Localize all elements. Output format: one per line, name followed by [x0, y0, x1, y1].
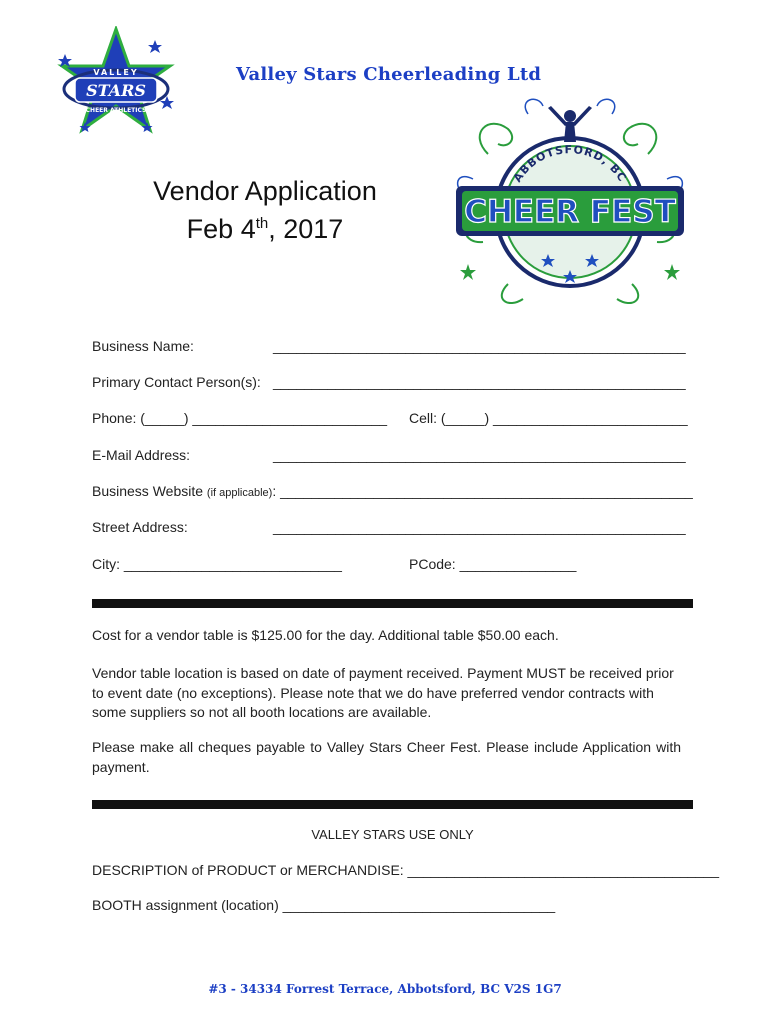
cheques-text: Please make all cheques payable to Valley Stars Cheer Fest. Please include Application with payment.	[92, 739, 681, 775]
email-field[interactable]: _____________________________________________________	[273, 447, 686, 463]
cost-text: Cost for a vendor table is $125.00 for the day. Additional table $50.00 each.	[92, 627, 559, 643]
business-name-field[interactable]: _____________________________________________________	[273, 338, 686, 354]
organization-name: Valley Stars Cheerleading Ltd	[236, 64, 542, 85]
location-policy-text: Vendor table location is based on date of payment received. Payment MUST be received prior to event date (no exceptions). Please note that we do have preferred vendor contracts with some suppliers so not all booth locations are available.	[92, 665, 674, 720]
website-label: Business Website	[92, 483, 207, 499]
primary-contact-field[interactable]: _____________________________________________________	[273, 374, 686, 390]
product-description-field[interactable]: DESCRIPTION of PRODUCT or MERCHANDISE: ________________________________________	[92, 862, 720, 878]
primary-contact-label: Primary Contact Person(s):	[92, 374, 261, 390]
city-field[interactable]: City: ____________________________	[92, 556, 342, 572]
logo-brand-text: VALLEY	[93, 68, 139, 77]
street-address-field[interactable]: _____________________________________________________	[273, 519, 686, 535]
postal-code-field[interactable]: PCode: _______________	[409, 556, 577, 572]
footer-address: #3 - 34334 Forrest Terrace, Abbotsford, BC V2S 1G7	[208, 982, 562, 996]
page-title: Vendor Application	[153, 176, 377, 206]
event-banner-text: CHEER FEST	[464, 194, 676, 230]
cheer-fest-logo	[448, 94, 692, 312]
section-divider	[92, 599, 693, 608]
email-label: E-Mail Address:	[92, 447, 191, 463]
event-date	[100, 214, 430, 245]
valley-stars-logo	[55, 26, 177, 138]
website-line[interactable]: : _____________________________________________________	[272, 483, 693, 499]
event-date-suffix: th	[255, 215, 269, 232]
website-note: (if applicable)	[206, 487, 273, 499]
cell-field[interactable]: Cell: (_____) _________________________	[409, 410, 688, 426]
street-address-label: Street Address:	[92, 519, 188, 535]
office-use-heading: VALLEY STARS USE ONLY	[311, 827, 474, 842]
event-date-year: , 2017	[268, 214, 344, 244]
event-date-day: Feb 4	[186, 214, 256, 244]
logo-tagline-text: CHEER ATHLETICS	[85, 107, 147, 114]
website-field[interactable]	[92, 483, 693, 499]
business-name-label: Business Name:	[92, 338, 194, 354]
phone-field[interactable]: Phone: (_____) _________________________	[92, 410, 388, 426]
booth-assignment-field[interactable]: BOOTH assignment (location) ___________________________________	[92, 897, 556, 913]
logo-word-text: STARS	[86, 81, 146, 100]
event-arc-text: ABBOTSFORD, BC	[510, 143, 630, 185]
section-divider	[92, 800, 693, 809]
